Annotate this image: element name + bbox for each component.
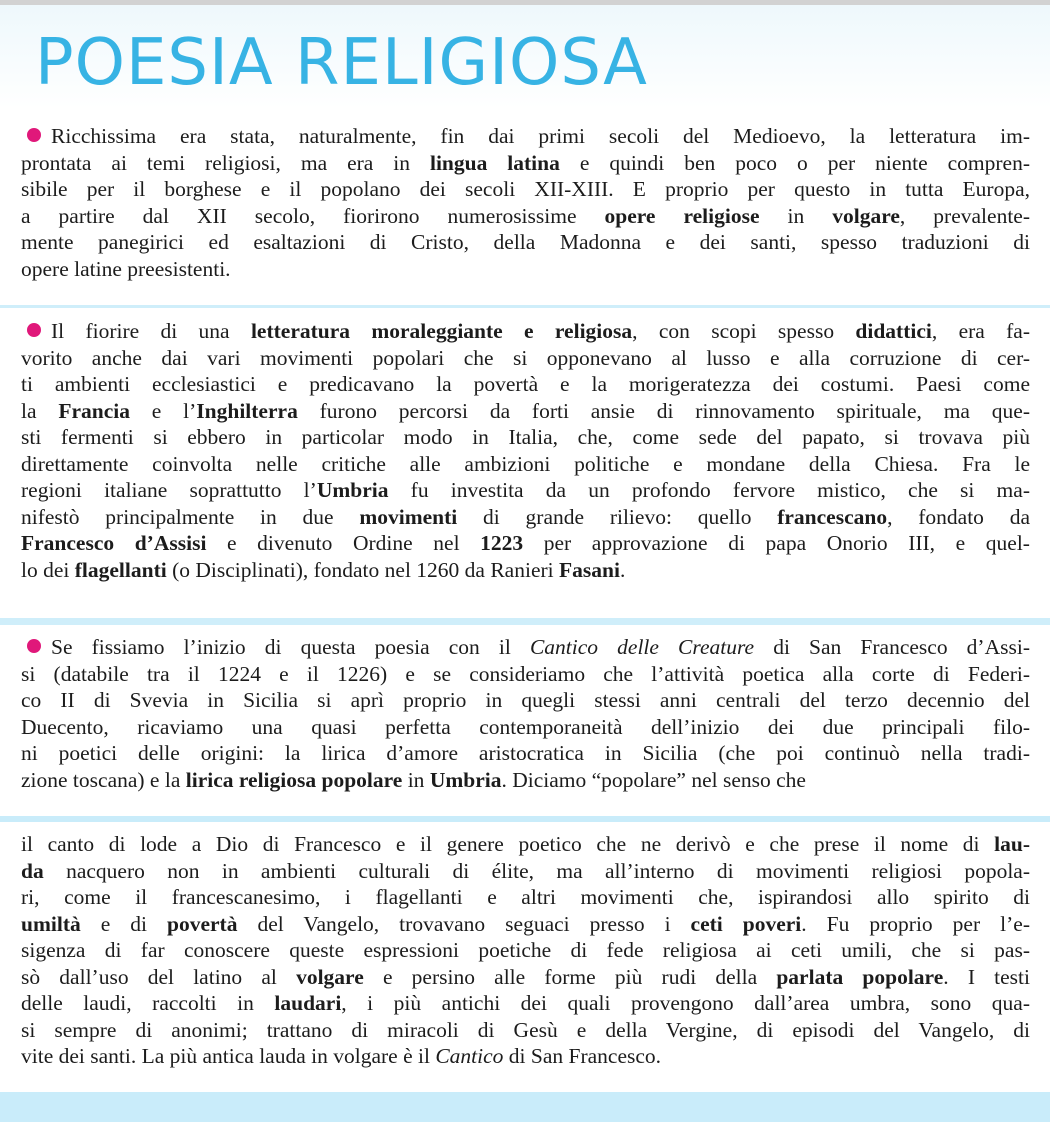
text-run: , i più antichi dei quali provengono dall’area umbra, sono qua- [341,991,1030,1015]
paragraph-1 [0,110,1050,298]
text-run: Duecento, ricaviamo una quasi perfetta contemporaneità dell’inizio dei due principali filo- [21,714,1030,739]
bullet-icon [27,128,41,142]
bold-term: letteratura moraleggiante e religiosa [250,319,633,343]
text-line [21,229,1030,256]
text-run: la [21,398,59,423]
text-run: co II di Svevia in Sicilia si aprì proprio in quegli stessi anni centrali del terzo decennio del [21,688,1030,712]
page-header [0,5,1050,108]
bold-term: da [21,858,44,883]
page-title: POESIA RELIGIOSA [35,26,648,100]
paragraph-2 [0,305,1050,615]
bold-term: umiltà [21,911,81,936]
text-run: nacquero non in ambienti culturali di élite, ma all’interno di movimenti religiosi popola- [43,858,1030,883]
text-line [21,990,1030,1017]
bold-term: didattici [855,319,932,343]
text-run: furono percorsi da forti ansie di rinnovamento spirituale, ma que- [297,398,1030,423]
text-line [21,831,1030,858]
text-line [21,123,1030,150]
text-run: e quindi ben poco o per niente compren- [559,150,1030,175]
text-line [21,661,1030,688]
text-run: , con scopi spesso [632,319,856,343]
bold-term: Francia [58,398,130,423]
text-run: (o Disciplinati), fondato nel 1260 da Ranieri [166,557,559,582]
text-line [21,911,1030,938]
text-line [21,714,1030,741]
text-run: regioni italiane soprattutto l’ [21,478,317,502]
text-line [21,371,1030,398]
text-run: sigenza di far conoscere queste espressioni poetiche di fede religiosa ai ceti umili, che si pas- [21,938,1030,962]
text-run: Ricchissima era stata, naturalmente, fin dai primi secoli del Medioevo, la letteratura im- [51,124,1030,148]
text-line [21,398,1030,425]
text-run: Se fissiamo l’inizio di questa poesia con il [51,635,530,659]
text-run: ti ambienti ecclesiastici e predicavano la povertà e la morigeratezza dei costumi. Paesi come [21,372,1030,396]
bold-term: povertà [167,911,238,936]
text-run: . [619,557,626,582]
text-run: sti fermenti si ebbero in particolar modo in Italia, che, come sede del papato, si trovava più [21,425,1030,449]
bullet-icon [27,639,41,653]
bold-term: movimenti [359,504,458,529]
text-line [21,634,1030,661]
text-line [21,884,1030,911]
bold-term: laudari [274,991,342,1015]
bold-term: 1223 [480,531,524,555]
text-run: , fondato da [887,504,1030,529]
text-line [21,150,1030,177]
text-line [21,687,1030,714]
text-line [21,937,1030,964]
bold-term: lau- [994,832,1030,856]
text-run: , prevalente- [899,203,1030,228]
bold-term: Francesco d’Assisi [21,531,207,555]
bold-term: lirica religiosa popolare [185,767,403,792]
text-run: il canto di lode a Dio di Francesco e il genere poetico che ne derivò e che prese il nome di [21,832,995,856]
paragraph-separator [0,298,1050,305]
text-run: e persino alle forme più rudi della [363,964,777,989]
text-run: fu investita da un profondo fervore mistico, che si ma- [388,478,1030,502]
italic-title: Cantico [435,1044,504,1068]
text-run: nifestò principalmente in due [21,504,360,529]
text-run: in [402,767,430,792]
text-run: opere latine preesistenti. [21,256,231,281]
text-run: sibile per il borghese e il popolano dei secoli XII-XIII. E proprio per questo in tutta Europa, [21,177,1030,201]
text-run: ni poetici delle origini: la lirica d’amore aristocratica in Sicilia (che poi continuò nella tradi- [21,741,1030,765]
bold-term: volgare [832,203,900,228]
paragraph-4 [0,816,1050,1098]
text-line [21,767,1030,794]
text-run: vorito anche dai vari movimenti popolari che si opponevano al lusso e alla corruzione di cer- [21,345,1030,370]
text-line [21,176,1030,203]
text-line [21,203,1030,230]
text-line [21,318,1030,345]
text-run: , era fa- [931,319,1030,343]
bold-term: Fasani [559,557,620,582]
text-run: vite dei santi. La più antica lauda in volgare è il [21,1044,436,1068]
bold-term: Umbria [316,478,389,502]
text-line [21,858,1030,885]
text-run: prontata ai temi religiosi, ma era in [21,150,430,175]
text-run: zione toscana) e la [21,767,186,792]
text-line [21,557,1030,584]
text-run: per approvazione di papa Onorio III, e quel- [523,531,1030,555]
bold-term: parlata popolare [776,964,944,989]
text-run: ri, come il francescanesimo, i flagellanti e altri movimenti che, ispirandosi allo spirito di [21,885,1030,909]
text-line [21,477,1030,504]
text-run: . Fu proprio per l’e- [801,911,1030,936]
text-run: e l’ [129,398,197,423]
text-line [21,740,1030,767]
text-run: . Diciamo “popolare” nel senso che [501,767,806,792]
text-run: si (databile tra il 1224 e il 1226) e se consideriamo che l’attività poetica alla corte di Federi- [21,661,1030,686]
bottom-band [0,1098,1050,1122]
bold-term: lingua latina [429,150,560,175]
bold-term: Inghilterra [196,398,298,423]
bold-term: opere religiose [604,203,760,228]
text-run: e di [80,911,168,936]
bold-term: flagellanti [74,557,167,582]
text-run: direttamente coinvolta nelle critiche alle ambizioni politiche e mondane della Chiesa. Fra le [21,451,1030,476]
text-run: . I testi [943,964,1030,989]
bullet-icon [27,323,41,337]
text-line [21,1017,1030,1044]
paragraph-3 [0,618,1050,813]
text-run: a partire dal XII secolo, fiorirono numerosissime [21,203,605,228]
text-run: di grande rilievo: quello [457,504,778,529]
text-run: e divenuto Ordine nel [206,531,481,555]
italic-title: Cantico delle Creature [529,635,755,659]
text-run: in [759,203,833,228]
text-line [21,530,1030,557]
text-line [21,345,1030,372]
bold-term: francescano [777,504,888,529]
text-line [21,424,1030,451]
text-line [21,1043,1030,1070]
text-run: lo dei [21,557,75,582]
text-run: sò dall’uso del latino al [21,964,297,989]
text-line [21,964,1030,991]
bold-term: volgare [296,964,364,989]
bold-term: Umbria [429,767,502,792]
text-run: del Vangelo, trovavano seguaci presso i [237,911,691,936]
bold-term: ceti poveri [690,911,802,936]
text-run: si sempre di anonimi; trattano di miracoli di Gesù e della Vergine, di episodi del Vangelo, di [21,1017,1030,1042]
text-line [21,451,1030,478]
text-run: Il fiorire di una [51,319,251,343]
text-run: delle laudi, raccolti in [21,991,275,1015]
text-run: di San Francesco d’Assi- [754,635,1030,659]
text-run: mente panegirici ed esaltazioni di Cristo, della Madonna e dei santi, spesso traduzioni di [21,230,1030,254]
text-line [21,256,1030,283]
text-line [21,504,1030,531]
text-run: di San Francesco. [503,1044,662,1068]
